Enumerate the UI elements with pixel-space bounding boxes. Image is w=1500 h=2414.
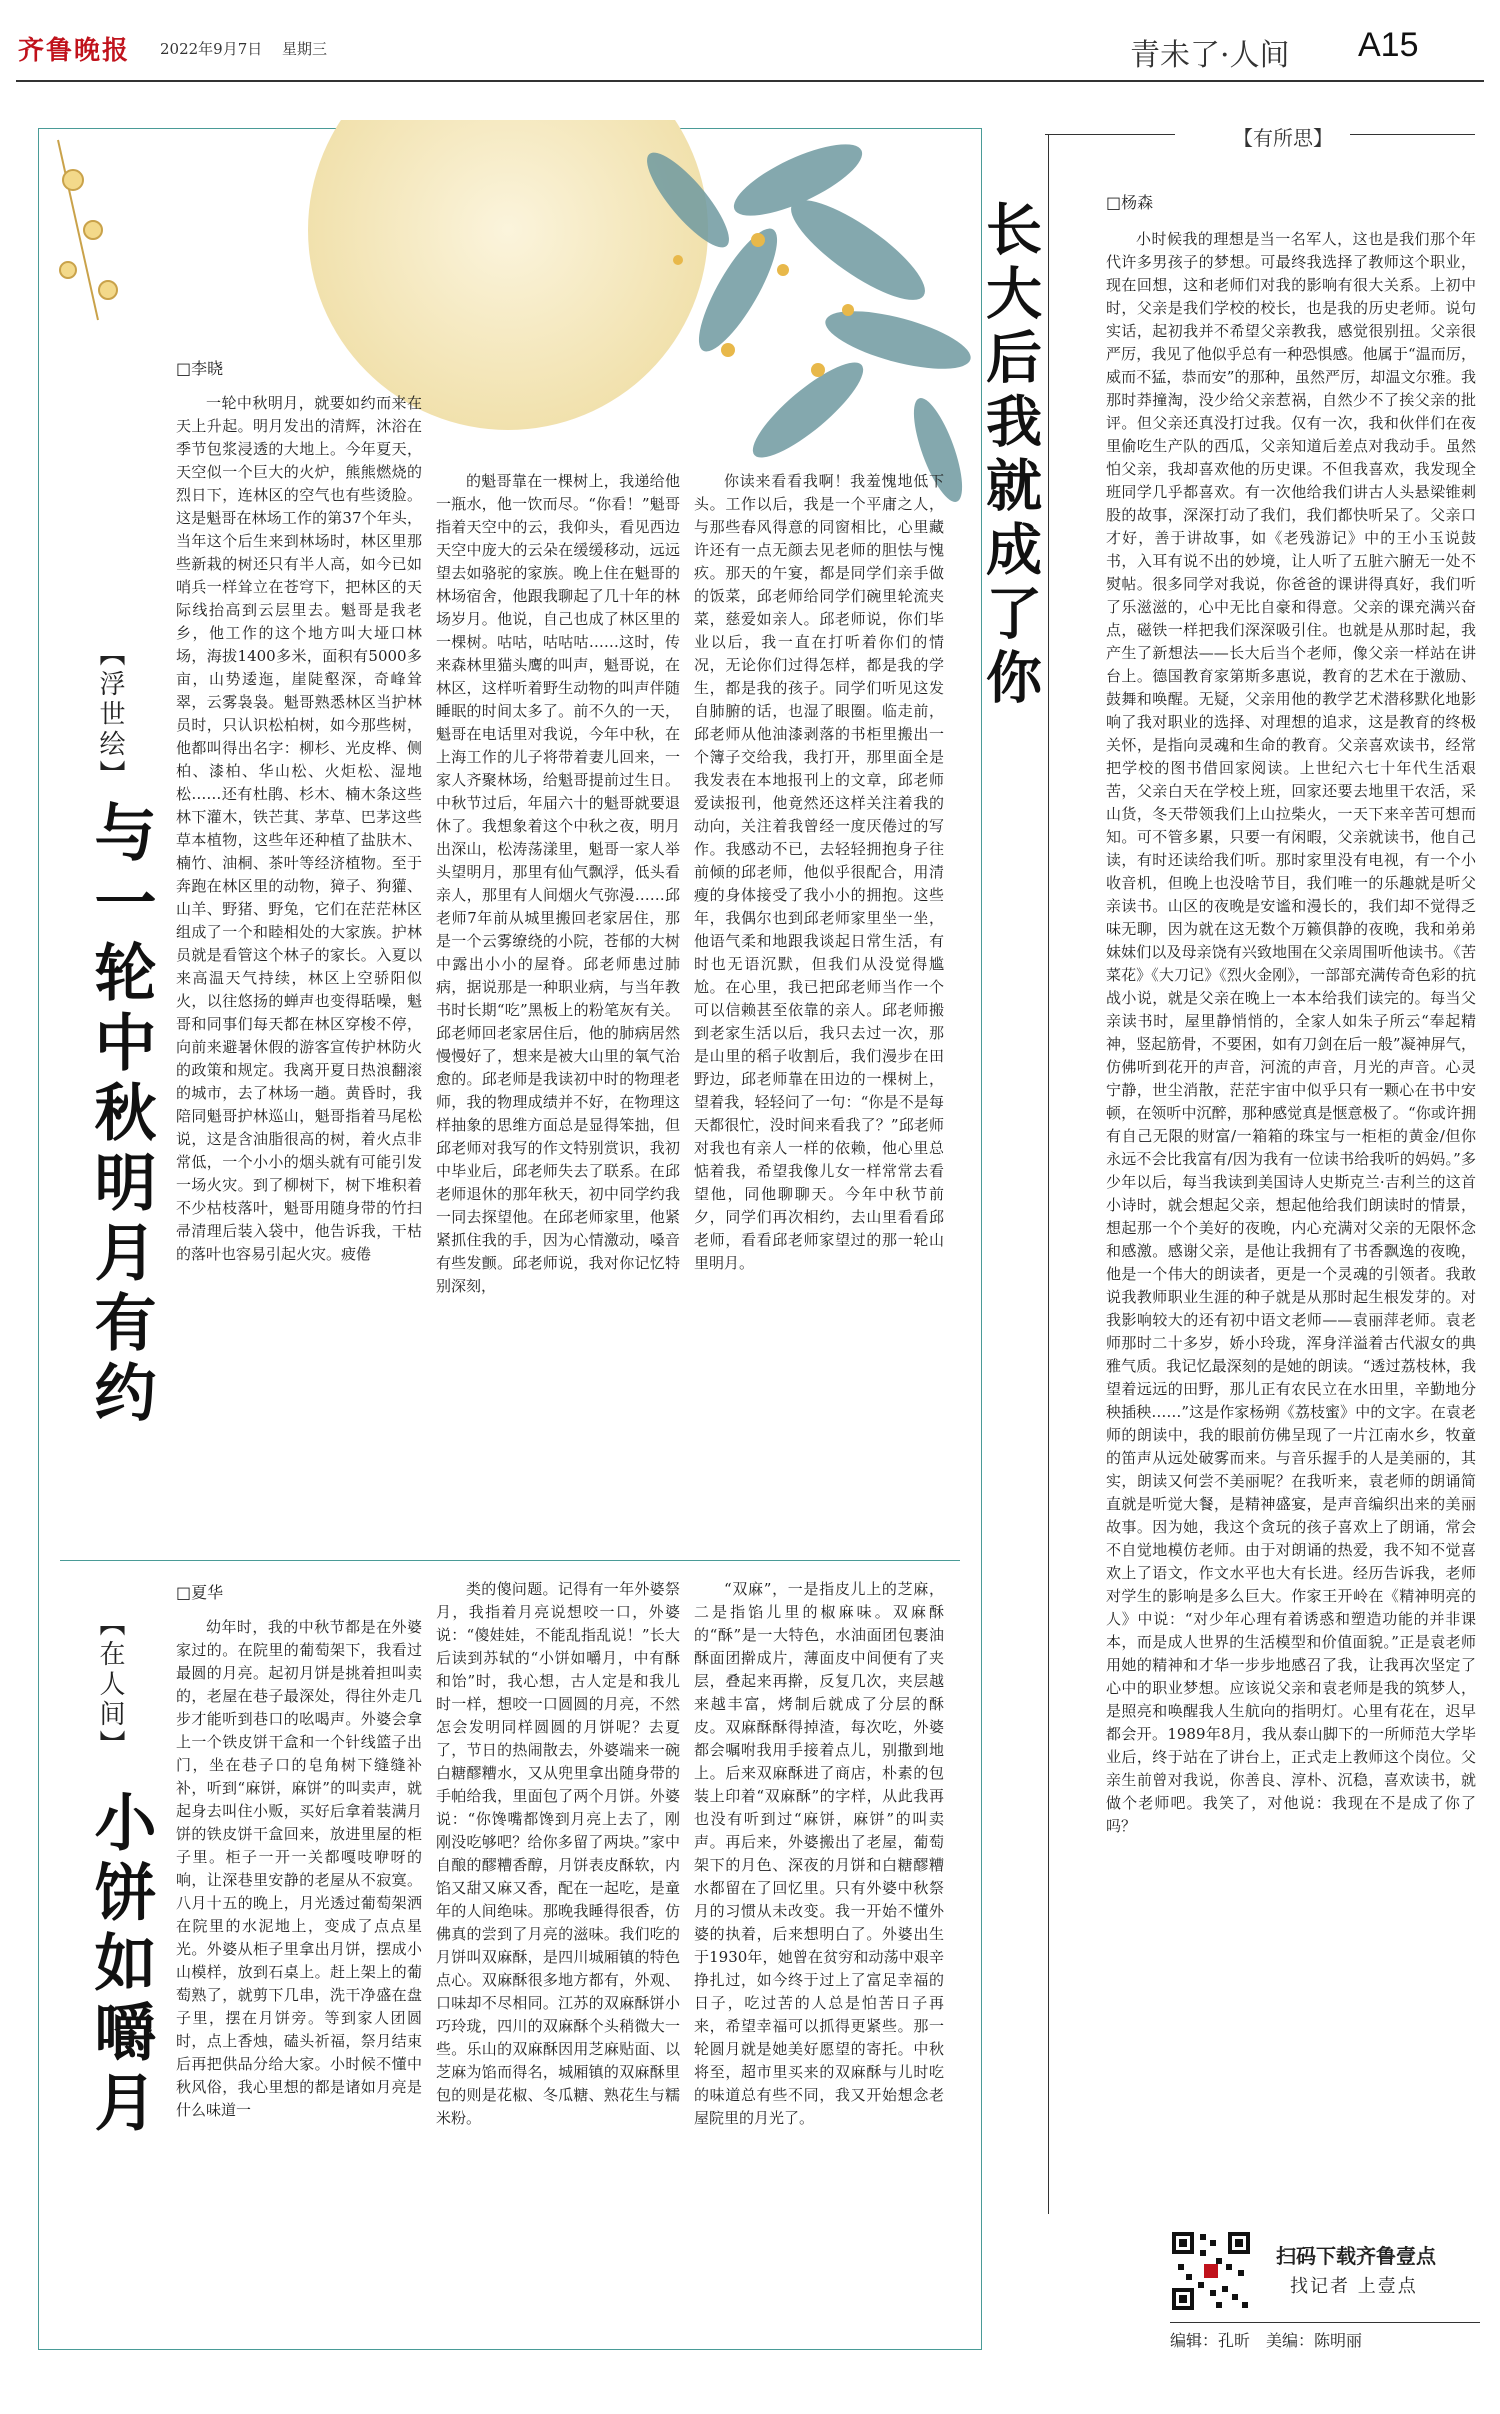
article1-column-1: 一轮中秋明月，就要如约而来在天上升起。明月发出的清辉，沐浴在季节包浆浸透的大地上。今年夏天，天空似一个巨大的火炉，熊熊燃烧的烈日下，连林区的空气也有些烫脸。这是魁哥在林场工作的第37个年头，当年这个后生来到林场时，林区里那些新栽的树还只有半人高，如今已如哨兵一样耸立在苍穹下，把林区的天际线抬高到云层里去。魁哥是我老乡，他工作的这个地方叫大垭口林场，海拔1400多米，面积有5000多亩，山势逶迤，崖陡壑深，奇峰耸翠，云雾袅袅。魁哥熟悉林区当护林员时，只认识松柏树，如今那些树，他都叫得出名字：柳杉、光皮桦、侧柏、漆柏、华山松、火炬松、湿地松……还有杜鹃、杉木、楠木条这些林下灌木，铁芒萁、茅草、巴茅这些草本植物，这些年还种植了盐肤木、楠竹、油桐、茶叶等经济植物。至于奔跑在林区里的动物，獐子、狗獾、山羊、野猪、野兔，它们在茫茫林区组成了一个和睦相处的大家族。护林员就是看管这个林子的家长。入夏以来高温天气持续，林区上空骄阳似火，以往悠扬的蝉声也变得聒噪，魁哥和同事们每天都在林区穿梭不停，向前来避暑休假的游客宣传护林防火的政策和规定。我离开夏日热浪翻滚的城市，去了林场一趟。黄昏时，我陪同魁哥护林巡山，魁哥指着马尾松说，这是含油脂很高的树，着火点非常低，一个小小的烟头就有可能引发一场火灾。到了柳树下，树下堆积着不少枯枝落叶，魁哥用随身带的竹扫帚清理后装入袋中，他告诉我，干枯的落叶也容易引起火灾。疲倦	[176, 394, 422, 1263]
article1-column-tag: 【浮世绘】	[95, 640, 125, 790]
article-separator	[60, 1560, 960, 1561]
flower-sprig-left	[58, 140, 117, 320]
article1-column-3: 你读来看看我啊！我羞愧地低下头。工作以后，我是一个平庸之人，与那些春风得意的同窗相比，心里藏许还有一点无颜去见老师的胆怯与愧疚。那天的午宴，都是同学们亲手做的饭菜，邱老师给同学们碗里轮流夹菜，慈爱如亲人。邱老师说，你们毕业以后，我一直在打听着你们的情况，无论你们过得怎样，都是我的学生，都是我的孩子。同学们听见这发自肺腑的话，也湿了眼圈。临走前，邱老师从他油漆剥落的书柜里搬出一个簿子交给我，我打开，那里面全是我发表在本地报刊上的文章，邱老师爱读报刊，他竟然还这样关注着我的动向，关注着我曾经一度厌倦过的写作。我感动不已，去轻轻拥抱身子往前倾的邱老师，他似乎很配合，用清瘦的身体接受了我小小的拥抱。这些年，我偶尔也到邱老师家里坐一坐，他语气柔和地跟我谈起日常生活，有时也无语沉默，但我们从没觉得尴尬。在心里，我已把邱老师当作一个可以信赖甚至依靠的亲人。邱老师搬到老家生活以后，我只去过一次，那是山里的稻子收割后，我们漫步在田野边，邱老师靠在田边的一棵树上，望着我，轻轻问了一句：“你是不是每天都很忙，没时间来看我了？”邱老师对我也有亲人一样的依赖，他心里总惦着我，希望我像儿女一样常常去看望他，同他聊聊天。今年中秋节前夕，同学们再次相约，去山里看看邱老师，看看邱老师家望过的那一轮山里明月。	[694, 472, 944, 1272]
article3-column-tag: 【有所思】	[1233, 126, 1333, 150]
article2-column-2: 类的傻问题。记得有一年外婆祭月，我指着月亮说想咬一口，外婆说：“傻娃娃，不能乱指乱说！”长大后读到苏轼的“小饼如嚼月，中有酥和饴”时，我心想，古人定是和我儿时一样，想咬一口圆圆的月亮，不然怎会发明同样圆圆的月饼呢？去夏了，节日的热闹散去，外婆端来一碗白糖醪糟水，又从兜里拿出随身带的手帕给我，里面包了两个月饼。外婆说：“你馋嘴都馋到月亮上去了，刚刚没吃够吧？给你多留了两块。”家中自酿的醪糟香醇，月饼表皮酥软，内馅又甜又麻又香，配在一起吃，是童年的人间绝味。那晚我睡得很香，仿佛真的尝到了月亮的滋味。我们吃的月饼叫双麻酥，是四川城厢镇的特色点心。双麻酥很多地方都有，外观、口味却不尽相同。江苏的双麻酥饼小巧玲珑，四川的双麻酥个头稍微大一些。乐山的双麻酥因用芝麻贴面、以芝麻为馅而得名，城厢镇的双麻酥里包的则是花椒、冬瓜糖、熟花生与糯米粉。	[436, 1580, 680, 2127]
page-number: A15	[1358, 26, 1419, 64]
article1-author: □李晓	[176, 359, 224, 378]
article2-author: □夏华	[176, 1583, 224, 1602]
footer-divider	[1170, 2322, 1480, 2323]
article2-column-tag: 【在人间】	[95, 1610, 125, 1760]
article1-headline: 与一轮中秋明月有约	[84, 800, 157, 1430]
section-name: 青未了·人间	[1130, 38, 1290, 73]
issue-date: 2022年9月7日	[160, 40, 263, 58]
article3-headline: 长大后我就成了你	[977, 200, 1043, 712]
qr-code-icon[interactable]	[1170, 2230, 1252, 2312]
article2-column-3: “双麻”，一是指皮儿上的芝麻，二是指馅儿里的椒麻味。双麻酥的“酥”是一大特色，水油面团包裹油酥面团擀成片，薄面皮中间便有了夹层，叠起来再擀，反复几次，夹层越来越丰富，烤制后就成了分层的酥皮。双麻酥酥得掉渣，每次吃，外婆都会嘱咐我用手接着点儿，别撒到地上。后来双麻酥进了商店，朴素的包装上印着“双麻酥”的字样，从此我再也没有听到过“麻饼，麻饼”的叫卖声。再后来，外婆搬出了老屋，葡萄架下的月色、深夜的月饼和白糖醪糟水都留在了回忆里。只有外婆中秋祭月的习惯从未改变。我一开始不懂外婆的执着，后来想明白了。外婆出生于1930年，她曾在贫穷和动荡中艰辛挣扎过，如今终于过上了富足幸福的日子，吃过苦的人总是怕苦日子再来，希望幸福可以抓得更紧些。那一轮圆月就是她美好愿望的寄托。中秋将至，超市里买来的双麻酥与儿时吃的味道总有些不同，我又开始想念老屋院里的月光了。	[694, 1580, 944, 2127]
article2-column-1: 幼年时，我的中秋节都是在外婆家过的。在院里的葡萄架下，我看过最圆的月亮。起初月饼是挑着担叫卖的，老屋在巷子最深处，得往外走几步才能听到巷口的吆喝声。外婆会拿上一个铁皮饼干盒和一个针线篮子出门，坐在巷子口的皂角树下缝缝补补，听到“麻饼，麻饼”的叫卖声，就起身去叫住小贩，买好后拿着装满月饼的铁皮饼干盒回来，放进里屋的柜子里。柜子一开一关都嘎吱咿呀的响，让深巷里安静的老屋从不寂寞。八月十五的晚上，月光透过葡萄架洒在院里的水泥地上，变成了点点星光。外婆从柜子里拿出月饼，摆成小山模样，放到石桌上。赶上架上的葡萄熟了，就剪下几串，洗干净盛在盘子里，摆在月饼旁。等到家人团圆时，点上香烛，磕头祈福，祭月结束后再把供品分给大家。小时候不懂中秋风俗，我心里想的都是诸如月亮是什么味道一	[176, 1618, 422, 2119]
article3-body: 小时候我的理想是当一名军人，这也是我们那个年代许多男孩子的梦想。可最终我选择了教师这个职业，现在回想，这和老师们对我的影响有很大关系。上初中时，父亲是我们学校的校长，也是我的历史老师。说句实话，起初我并不希望父亲教我，感觉很别扭。父亲很严厉，我见了他似乎总有一种恐惧感。他属于“温而厉，威而不猛，恭而安”的那种，虽然严厉，却温文尔雅。我那时莽撞淘，没少给父亲惹祸，自然少不了挨父亲的批评。但父亲还真没打过我。仅有一次，我和伙伴们在夜里偷吃生产队的西瓜，父亲知道后差点对我动手。虽然怕父亲，我却喜欢他的历史课。不但我喜欢，我发现全班同学几乎都喜欢。有一次他给我们讲古人头悬梁锥刺股的故事，深深打动了我们，我们都快听呆了。父亲口才好，善于讲故事，如《老残游记》中的王小玉说鼓书，入耳有说不出的妙境，让人听了五脏六腑无一处不熨帖。很多同学对我说，你爸爸的课讲得真好，我们听了乐滋滋的，心中无比自豪和得意。父亲的课充满兴奋点，磁铁一样把我们深深吸引住。也就是从那时起，我产生了新想法——长大后当个老师，像父亲一样站在讲台上。德国教育家第斯多惠说，教育的艺术在于激励、鼓舞和唤醒。无疑，父亲用他的教学艺术潜移默化地影响了我对职业的选择、对理想的追求，这是教育的终极关怀，是指向灵魂和生命的教育。父亲喜欢读书，经常把学校的图书借回家阅读。上世纪六七十年代生活艰苦，父亲白天在学校上班，回家还要去地里干农活，采山货，冬天带领我们上山拉柴火，一天下来辛苦可想而知。可不管多累，只要一有闲暇，父亲就读书，他自己读，有时还读给我们听。那时家里没有电视，有一个小收音机，但晚上也没啥节目，我们唯一的乐趣就是听父亲读书。山区的夜晚是安谧和漫长的，我们却不觉得乏味无聊，因为就在这无数个万籁俱静的夜晚，我和弟弟妹妹们以及母亲饶有兴致地围在父亲周围听他读书。《苦菜花》《大刀记》《烈火金刚》，一部部充满传奇色彩的抗战小说，就是父亲在晚上一本本给我们读完的。每当父亲读书时，屋里静悄悄的，全家人如朱子所云“奉起精神，竖起筋骨，不要困，如有刀剑在后一般”凝神屏气，仿佛听到花开的声音，河流的声音，月光的声音。心灵宁静，世尘消散，茫茫宇宙中似乎只有一颗心在书中安顿，在领听中沉醉，那种感觉真是惬意极了。“你或许拥有自己无限的财富/一箱箱的珠宝与一柜柜的黄金/但你永远不会比我富有/因为我有一位读书给我听的妈妈。”多少年以后，每当我读到美国诗人史斯克兰·吉利兰的这首小诗时，就会想起父亲，想起他给我们朗读时的情景，想起那一个个美好的夜晚，内心充满对父亲的无限怀念和感激。感谢父亲，是他让我拥有了书香飘逸的夜晚，他是一个伟大的朗读者，更是一个灵魂的引领者。我敢说我教师职业生涯的种子就是从那时起生根发芽的。对我影响较大的还有初中语文老师——袁丽萍老师。袁老师那时二十多岁，娇小玲珑，浑身洋溢着古代淑女的典雅气质。我记忆最深刻的是她的朗读。“透过荔枝林，我望着远远的田野，那儿正有农民立在水田里，辛勤地分秧插秧……”这是作家杨朔《荔枝蜜》中的文字。在袁老师的朗读中，我的眼前仿佛呈现了一片江南水乡，牧童的笛声从远处破雾而来。与音乐握手的人是美丽的，其实，朗读又何尝不美丽呢？在我听来，袁老师的朗诵简直就是听觉大餐，是精神盛宴，是声音编织出来的美丽故事。因为她，我这个贪玩的孩子喜欢上了朗诵，常会不自觉地模仿老师。由于对朗诵的热爱，我不知不觉喜欢上了语文，作文水平也大有长进。经历告诉我，老师对学生的影响是多么巨大。作家王开岭在《精神明亮的人》中说：“对少年心理有着诱惑和塑造功能的并非课本，而是成人世界的生活模型和价值面貌。”正是袁老师用她的精神和才华一步步地感召了我，让我再次坚定了心中的职业梦想。应该说父亲和袁老师是我的筑梦人，是照亮和唤醒我人生航向的指明灯。心里有花在，迟早都会开。1989年8月，我从泰山脚下的一所师范大学毕业后，终于站在了讲台上，正式走上教师这个岗位。父亲生前曾对我说，你善良、淳朴、沉稳，喜欢读书，就做个老师吧。我笑了，对他说：我现在不是成了你了吗？	[1106, 230, 1476, 1835]
newspaper-logo: 齐鲁晚报	[18, 36, 131, 66]
qr-caption-sub: 找记者 上壹点	[1290, 2276, 1418, 2297]
article2-headline: 小饼如嚼月	[84, 1790, 157, 2140]
editor-credits: 编辑：孔昕 美编：陈明丽	[1170, 2331, 1363, 2350]
article3-author: □杨森	[1106, 193, 1154, 212]
header-divider	[16, 80, 1484, 82]
article1-column-2: 的魁哥靠在一棵树上，我递给他一瓶水，他一饮而尽。“你看！”魁哥指着天空中的云，我仰头，看见西边天空中庞大的云朵在缓缓移动，远远望去如骆驼的家族。晚上住在魁哥的林场宿舍，他跟我聊起了几十年的林场岁月。他说，自己也成了林区里的一棵树。咕咕，咕咕咕……这时，传来森林里猫头鹰的叫声，魁哥说，在林区，这样听着野生动物的叫声伴随睡眠的时间太多了。前不久的一天，魁哥在电话里对我说，今年中秋，在上海工作的儿子将带着妻儿回来，一家人齐聚林场，给魁哥提前过生日。中秋节过后，年届六十的魁哥就要退休了。我想象着这个中秋之夜，明月出深山，松涛荡漾里，魁哥一家人举头望明月，那里有仙气飘浮，低头看亲人，那里有人间烟火气弥漫……邱老师7年前从城里搬回老家居住，那是一个云雾缭绕的小院，苍郁的大树中露出小小的屋脊。邱老师患过肺病，据说那是一种职业病，与当年教书时长期“吃”黑板上的粉笔灰有关。邱老师回老家居住后，他的肺病居然慢慢好了，想来是被大山里的氧气治愈的。邱老师是我读初中时的物理老师，我的物理成绩并不好，在物理这样抽象的思维方面总是显得笨拙，但邱老师对我写的作文特别赏识，我初中毕业后，邱老师失去了联系。在邱老师退休的那年秋天，初中同学约我一同去探望他。在邱老师家里，他紧紧抓住我的手，因为心情激动，嗓音有些发颤。邱老师说，我对你记忆特别深刻，	[436, 472, 680, 1295]
qr-caption-title: 扫码下载齐鲁壹点	[1276, 2244, 1436, 2268]
issue-weekday: 星期三	[282, 40, 328, 58]
